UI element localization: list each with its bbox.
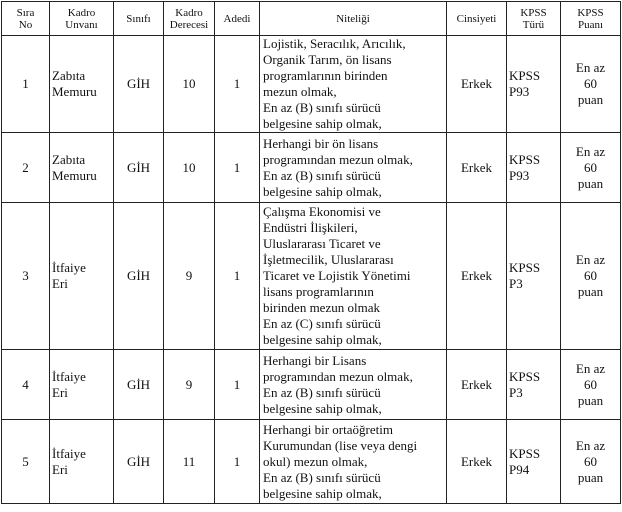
table-row	[2, 420, 621, 504]
cell-kpss-tur: KPSS P3	[507, 203, 561, 350]
cell-adet: 1	[215, 36, 260, 133]
cell-kpss-puan: En az 60 puan	[561, 203, 621, 350]
cell-adet: 1	[215, 203, 260, 350]
header-sira-no: Sıra No	[2, 2, 50, 36]
cell-adet: 1	[215, 350, 260, 420]
table-row	[2, 203, 621, 350]
table-row	[2, 133, 621, 203]
cell-unvan: İtfaiye Eri	[50, 420, 114, 504]
cell-nitelik: Herhangi bir ortaöğretim Kurumundan (lise veya dengi okul) mezun olmak, En az (B) sınıfı sürücü belgesine sahip olmak,	[260, 420, 447, 504]
cell-cinsiyet: Erkek	[447, 420, 507, 504]
header-sinifi: Sınıfı	[114, 2, 164, 36]
header-kadro-derecesi: Kadro Derecesi	[164, 2, 215, 36]
cell-derece: 10	[164, 36, 215, 133]
cell-kpss-puan: En az 60 puan	[561, 133, 621, 203]
cell-unvan: Zabıta Memuru	[50, 36, 114, 133]
header-kpss-puani: KPSS Puanı	[561, 2, 621, 36]
cell-kpss-puan: En az 60 puan	[561, 420, 621, 504]
cell-unvan: İtfaiye Eri	[50, 350, 114, 420]
kadro-table	[1, 1, 621, 504]
cell-sinif: GİH	[114, 36, 164, 133]
header-kadro-unvani: Kadro Unvanı	[50, 2, 114, 36]
cell-nitelik: Lojistik, Seracılık, Arıcılık, Organik Tarım, ön lisans programlarının birinden mezun olmak, En az (B) sınıfı sürücü belgesine sahip olmak,	[260, 36, 447, 133]
cell-kpss-tur: KPSS P3	[507, 350, 561, 420]
header-cinsiyeti: Cinsiyeti	[447, 2, 507, 36]
cell-sira: 2	[2, 133, 50, 203]
cell-kpss-puan: En az 60 puan	[561, 350, 621, 420]
cell-adet: 1	[215, 133, 260, 203]
header-niteligi: Niteliği	[260, 2, 447, 36]
cell-sira: 1	[2, 36, 50, 133]
cell-sinif: GİH	[114, 203, 164, 350]
cell-sinif: GİH	[114, 133, 164, 203]
cell-sira: 5	[2, 420, 50, 504]
cell-nitelik: Herhangi bir ön lisans programından mezun olmak, En az (B) sınıfı sürücü belgesine sahip olmak,	[260, 133, 447, 203]
cell-cinsiyet: Erkek	[447, 133, 507, 203]
table-row	[2, 36, 621, 133]
cell-sira: 4	[2, 350, 50, 420]
table-row	[2, 350, 621, 420]
header-row	[2, 2, 621, 36]
cell-kpss-tur: KPSS P93	[507, 36, 561, 133]
cell-cinsiyet: Erkek	[447, 203, 507, 350]
cell-unvan: Zabıta Memuru	[50, 133, 114, 203]
cell-nitelik: Çalışma Ekonomisi ve Endüstri İlişkileri, Uluslararası Ticaret ve İşletmecilik, Uluslararası Ticaret ve Lojistik Yönetimi lisans programlarının birinden mezun olmak En az (C) sınıfı sürücü belgesine sahip olmak,	[260, 203, 447, 350]
cell-nitelik: Herhangi bir Lisans programından mezun olmak, En az (B) sınıfı sürücü belgesine sahip olmak,	[260, 350, 447, 420]
cell-sinif: GİH	[114, 350, 164, 420]
cell-kpss-tur: KPSS P94	[507, 420, 561, 504]
cell-sinif: GİH	[114, 420, 164, 504]
cell-unvan: İtfaiye Eri	[50, 203, 114, 350]
cell-kpss-tur: KPSS P93	[507, 133, 561, 203]
header-kpss-turu: KPSS Türü	[507, 2, 561, 36]
cell-sira: 3	[2, 203, 50, 350]
cell-kpss-puan: En az 60 puan	[561, 36, 621, 133]
cell-cinsiyet: Erkek	[447, 36, 507, 133]
header-adedi: Adedi	[215, 2, 260, 36]
cell-derece: 10	[164, 133, 215, 203]
cell-cinsiyet: Erkek	[447, 350, 507, 420]
cell-adet: 1	[215, 420, 260, 504]
cell-derece: 11	[164, 420, 215, 504]
cell-derece: 9	[164, 203, 215, 350]
cell-derece: 9	[164, 350, 215, 420]
